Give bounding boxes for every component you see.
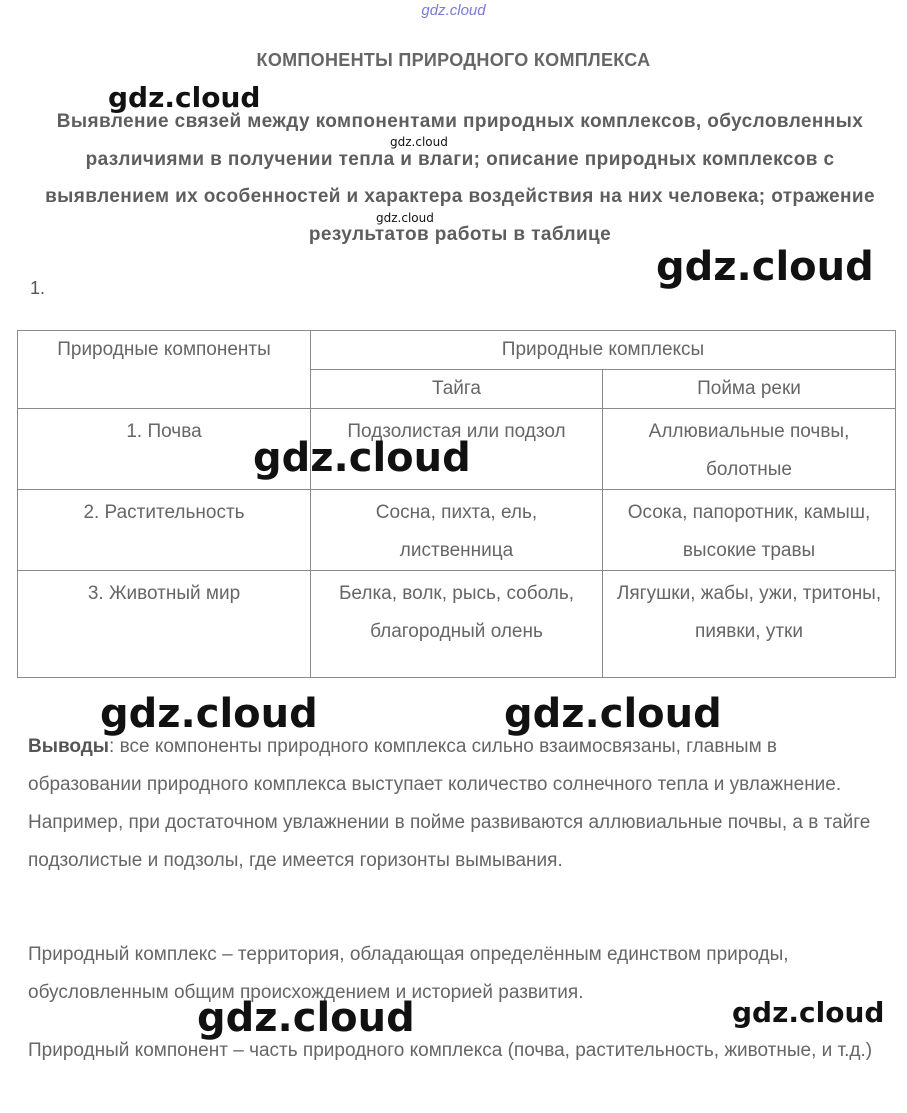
table-row	[18, 571, 896, 678]
conclusions-text: : все компоненты природного комплекса сильно взаимосвязаны, главным в образовании природного комплекса выступает количество солнечного тепла и увлажнение. Например, при достаточном увлажнении в пойме развиваются аллювиальные почвы, а в тайге подзолистые и подзолы, где имеется горизонты вымывания.	[28, 736, 871, 871]
watermark: gdz.cloud	[100, 691, 318, 737]
header-taiga: Тайга	[311, 370, 603, 409]
row-floodplain: Осока, папоротник, камыш, высокие травы	[603, 490, 896, 571]
natural-complex-table	[17, 330, 896, 678]
row-taiga: Белка, волк, рысь, соболь, благородный олень	[311, 571, 603, 678]
row-taiga: Сосна, пихта, ель, лиственница	[311, 490, 603, 571]
header-complexes: Природные комплексы	[311, 331, 896, 370]
row-taiga: Подзолистая или подзол	[311, 409, 603, 490]
watermark: gdz.cloud	[376, 211, 434, 225]
header-floodplain: Пойма реки	[603, 370, 896, 409]
page-subtitle: Выявление связей между компонентами природных комплексов, обусловленных различиями в получении тепла и влаги; описание природных комплексов с выявлением их особенностей и характера воздействия на них человека; отражение результатов работы в таблице	[45, 111, 875, 245]
watermark: gdz.cloud	[108, 81, 261, 114]
watermark: gdz.cloud	[732, 996, 885, 1029]
table-row	[18, 490, 896, 571]
watermark: gdz.cloud	[390, 135, 448, 149]
task-number: 1.	[30, 278, 46, 298]
row-component: 3. Животный мир	[18, 571, 311, 678]
row-component: 1. Почва	[18, 409, 311, 490]
header-components: Природные компоненты	[18, 331, 311, 409]
watermark: gdz.cloud	[197, 995, 415, 1041]
watermark: gdz.cloud	[504, 691, 722, 737]
watermark: gdz.cloud	[253, 435, 471, 481]
definition-component: Природный компонент – часть природного комплекса (почва, растительность, животные, и т.д.)	[28, 1040, 873, 1061]
conclusions-label: Выводы	[28, 736, 110, 757]
row-floodplain: Аллювиальные почвы, болотные	[603, 409, 896, 490]
definition-complex: Природный комплекс – территория, обладающая определённым единством природы, обусловленным общим происхождением и историей развития.	[28, 944, 789, 1003]
table-header-row	[18, 331, 896, 370]
conclusions-paragraph	[28, 728, 888, 880]
page-title: КОМПОНЕНТЫ ПРИРОДНОГО КОМПЛЕКСА	[256, 50, 651, 70]
row-component: 2. Растительность	[18, 490, 311, 571]
watermark: gdz.cloud	[656, 244, 874, 290]
row-floodplain: Лягушки, жабы, ужи, тритоны, пиявки, утки	[603, 571, 896, 678]
watermark-top: gdz.cloud	[421, 2, 486, 19]
